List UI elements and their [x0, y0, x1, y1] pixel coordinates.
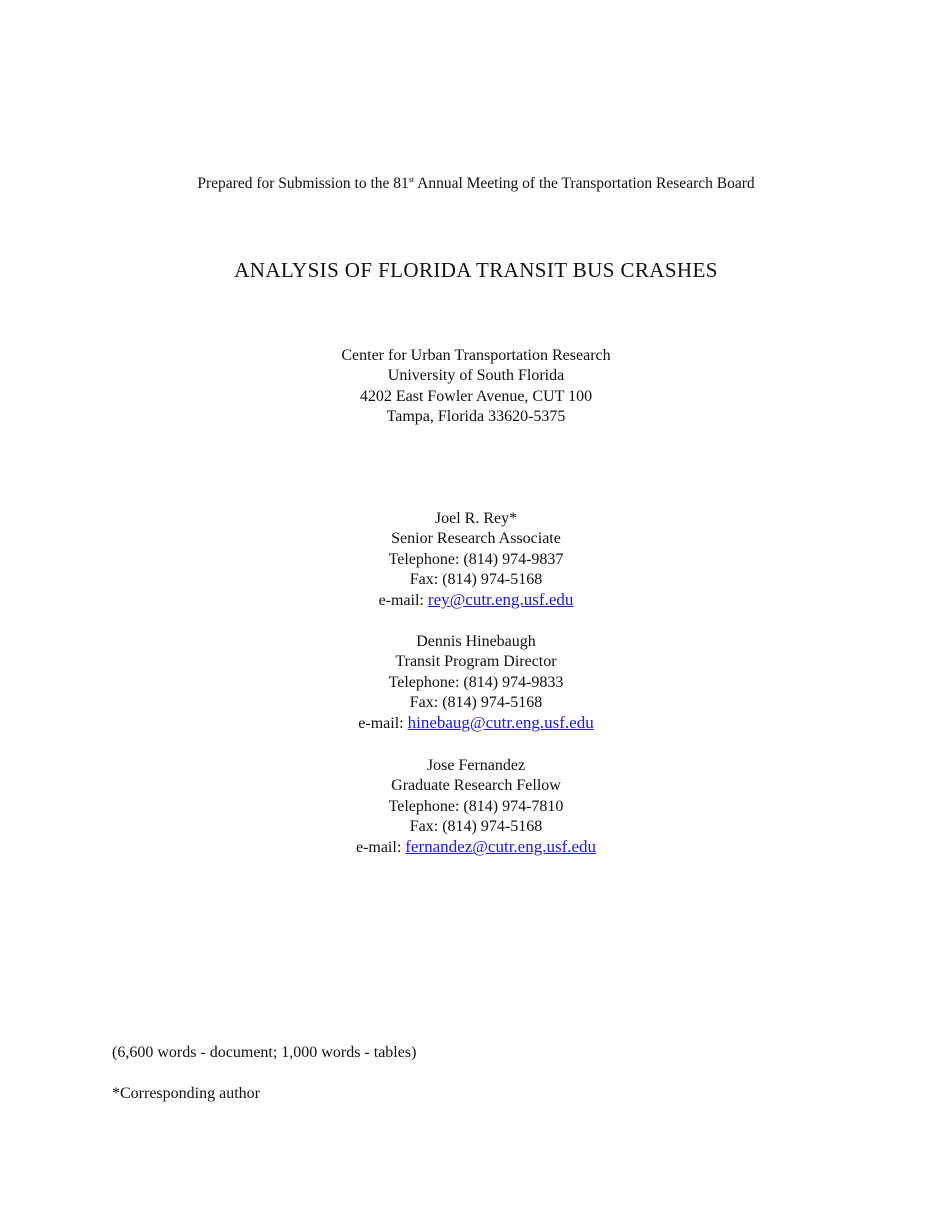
email-label: e-mail:: [358, 715, 408, 733]
author-block: [0, 756, 952, 858]
institution-address: [0, 346, 952, 427]
university-name: University of South Florida: [387, 367, 565, 385]
street-address: 4202 East Fowler Avenue, CUT 100: [359, 387, 593, 405]
author-role: Transit Program Director: [395, 653, 557, 671]
submission-prefix: Prepared for Submission to the 81: [197, 175, 409, 192]
email-label: e-mail:: [355, 839, 406, 857]
submission-line: [0, 174, 952, 194]
author-block: [0, 509, 952, 611]
email-link[interactable]: hinebaug@cutr.eng.usf.edu: [407, 713, 594, 733]
institution-name: Center for Urban Transportation Research: [341, 347, 611, 364]
ordinal-suffix: st: [408, 175, 415, 184]
city-address: Tampa, Florida 33620-5375: [386, 407, 566, 425]
email-link[interactable]: rey@cutr.eng.usf.edu: [427, 590, 574, 610]
author-fax: Fax: (814) 974-5168: [409, 570, 543, 588]
author-name: Jose Fernandez: [426, 757, 526, 774]
author-telephone: Telephone: (814) 974-9833: [388, 673, 564, 691]
author-block: [0, 632, 952, 734]
author-role: Senior Research Associate: [391, 530, 561, 548]
author-fax: Fax: (814) 974-5168: [409, 693, 543, 711]
author-email-line: [0, 713, 952, 734]
author-telephone: Telephone: (814) 974-9837: [388, 550, 564, 568]
author-fax: Fax: (814) 974-5168: [409, 817, 543, 835]
submission-suffix: Annual Meeting of the Transportation Research Board: [414, 175, 755, 192]
author-email-line: [0, 837, 952, 858]
email-label: e-mail:: [378, 592, 428, 610]
document-title: ANALYSIS OF FLORIDA TRANSIT BUS CRASHES: [234, 258, 718, 282]
corresponding-author-note: *Corresponding author: [112, 1085, 260, 1102]
author-role: Graduate Research Fellow: [391, 777, 561, 795]
word-count-note: (6,600 words - document; 1,000 words - tables): [112, 1044, 417, 1061]
author-telephone: Telephone: (814) 974-7810: [388, 797, 564, 815]
author-email-line: [0, 590, 952, 611]
email-link[interactable]: fernandez@cutr.eng.usf.edu: [405, 837, 597, 857]
author-name: Joel R. Rey*: [434, 510, 518, 527]
author-name: Dennis Hinebaugh: [416, 633, 536, 650]
